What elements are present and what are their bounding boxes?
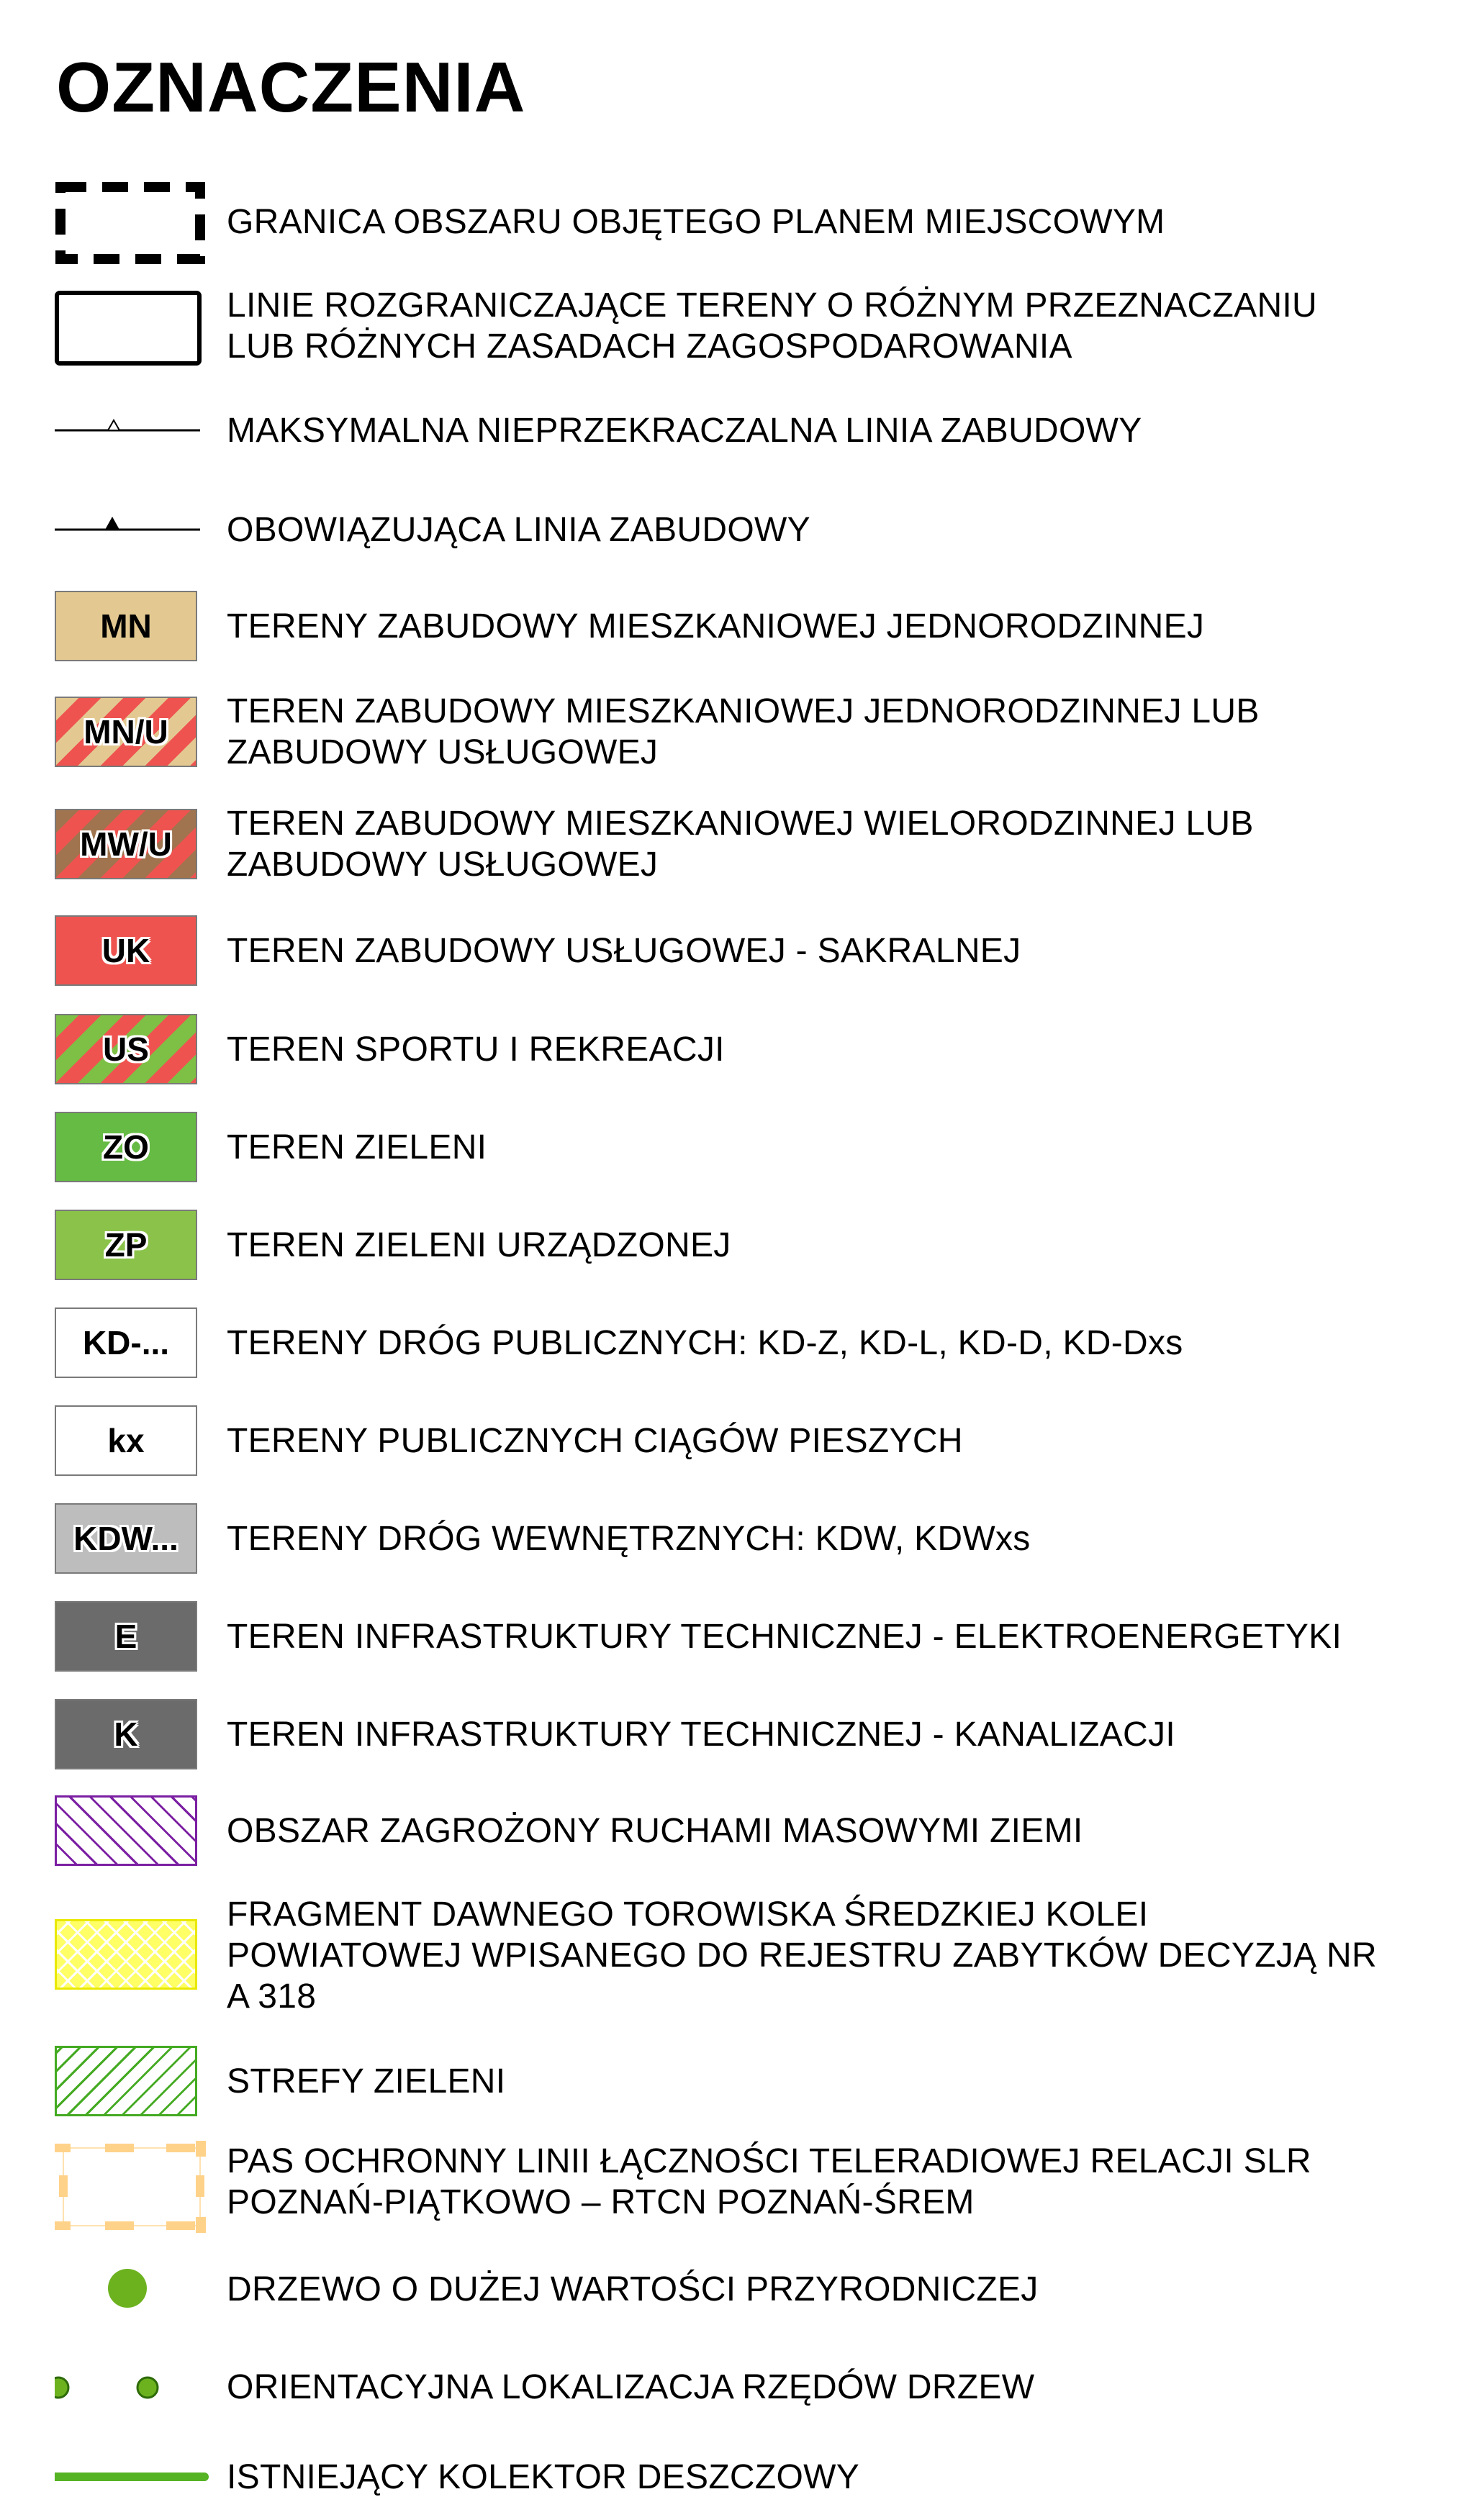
legend-label: DRZEWO O DUŻEJ WARTOŚCI PRZYRODNICZEJ [227, 2270, 1039, 2308]
legend-label: TEREN ZIELENI URZĄDZONEJ [227, 1226, 731, 1264]
line-hollow-triangle-symbol [55, 410, 200, 439]
legend-label: TERENY DRÓG PUBLICZNYCH: KD-Z, KD-L, KD-D, KD-Dxs [227, 1324, 1183, 1362]
zone-code: MW/U [80, 825, 172, 863]
zone-code: MN [100, 607, 152, 645]
legend-label: LINIE ROZGRANICZAJĄCE TERENY O RÓŻNYM PRZEZNACZANIU LUB RÓŻNYCH ZASADACH ZAGOSPODAROWANIA [227, 286, 1318, 366]
dashed-boundary-symbol [55, 180, 200, 266]
legend-label: TEREN ZABUDOWY USŁUGOWEJ - SAKRALNEJ [227, 932, 1021, 970]
zone-code: kx [107, 1422, 145, 1459]
zone-code: K [114, 1715, 138, 1753]
legend-label: TEREN ZABUDOWY MIESZKANIOWEJ WIELORODZINNEJ LUB ZABUDOWY USŁUGOWEJ [227, 805, 1254, 884]
legend-label: TERENY ZABUDOWY MIESZKANIOWEJ JEDNORODZINNEJ [227, 607, 1205, 645]
zone-code: E [114, 1618, 137, 1655]
legend-label: OBOWIĄZUJĄCA LINIA ZABUDOWY [227, 511, 810, 549]
legend-label: TEREN INFRASTRUKTURY TECHNICZNEJ - ELEKTROENERGETYKI [227, 1618, 1342, 1656]
zone-code: MN/U [83, 713, 168, 751]
legend-label: TERENY DRÓG WEWNĘTRZNYCH: KDW, KDWxs [227, 1520, 1031, 1558]
zone-code: KD-... [82, 1324, 170, 1361]
legend-label: TEREN ZIELENI [227, 1128, 487, 1166]
legend-label: OBSZAR ZAGROŻONY RUCHAMI MASOWYMI ZIEMI [227, 1812, 1083, 1850]
legend-label: MAKSYMALNA NIEPRZEKRACZALNA LINIA ZABUDOWY [227, 412, 1142, 450]
tree-row-icon [55, 2373, 200, 2402]
tree-icon [55, 2267, 200, 2310]
zone-code: ZO [103, 1128, 149, 1166]
legend-title: OZNACZENIA [56, 47, 526, 127]
legend-label: STREFY ZIELENI [227, 2062, 506, 2100]
solid-rectangle-symbol [55, 291, 200, 370]
legend-label: TEREN INFRASTRUKTURY TECHNICZNEJ - KANALIZACJI [227, 1715, 1175, 1754]
zone-code: KDW... [73, 1520, 179, 1557]
zone-code: UK [101, 932, 150, 969]
legend-label: GRANICA OBSZARU OBJĘTEGO PLANEM MIEJSCOWYM [227, 203, 1165, 241]
line-filled-triangle-symbol [55, 509, 200, 538]
zone-code: ZP [104, 1226, 148, 1264]
legend-label: PAS OCHRONNY LINII ŁĄCZNOŚCI TELERADIOWEJ RELACJI SLR POZNAŃ-PIĄTKOWO – RTCN POZNAŃ-ŚREM [227, 2142, 1311, 2221]
legend-label: TEREN SPORTU I REKREACJI [227, 1030, 725, 1069]
legend-label: ORIENTACYJNA LOKALIZACJA RZĘDÓW DRZEW [227, 2368, 1035, 2406]
legend-label: TERENY PUBLICZNYCH CIĄGÓW PIESZYCH [227, 1422, 963, 1460]
orange-dashed-boundary-symbol [55, 2141, 200, 2234]
green-line-symbol [55, 2470, 200, 2484]
legend-label: FRAGMENT DAWNEGO TOROWISKA ŚREDZKIEJ KOLEI POWIATOWEJ WPISANEGO DO REJESTRU ZABYTKÓW DECYZJĄ NR A 318 [227, 1895, 1377, 2016]
legend-label: TEREN ZABUDOWY MIESZKANIOWEJ JEDNORODZINNEJ LUB ZABUDOWY USŁUGOWEJ [227, 692, 1260, 771]
zone-code: US [103, 1030, 149, 1068]
legend-label: ISTNIEJĄCY KOLEKTOR DESZCZOWY [227, 2458, 860, 2496]
